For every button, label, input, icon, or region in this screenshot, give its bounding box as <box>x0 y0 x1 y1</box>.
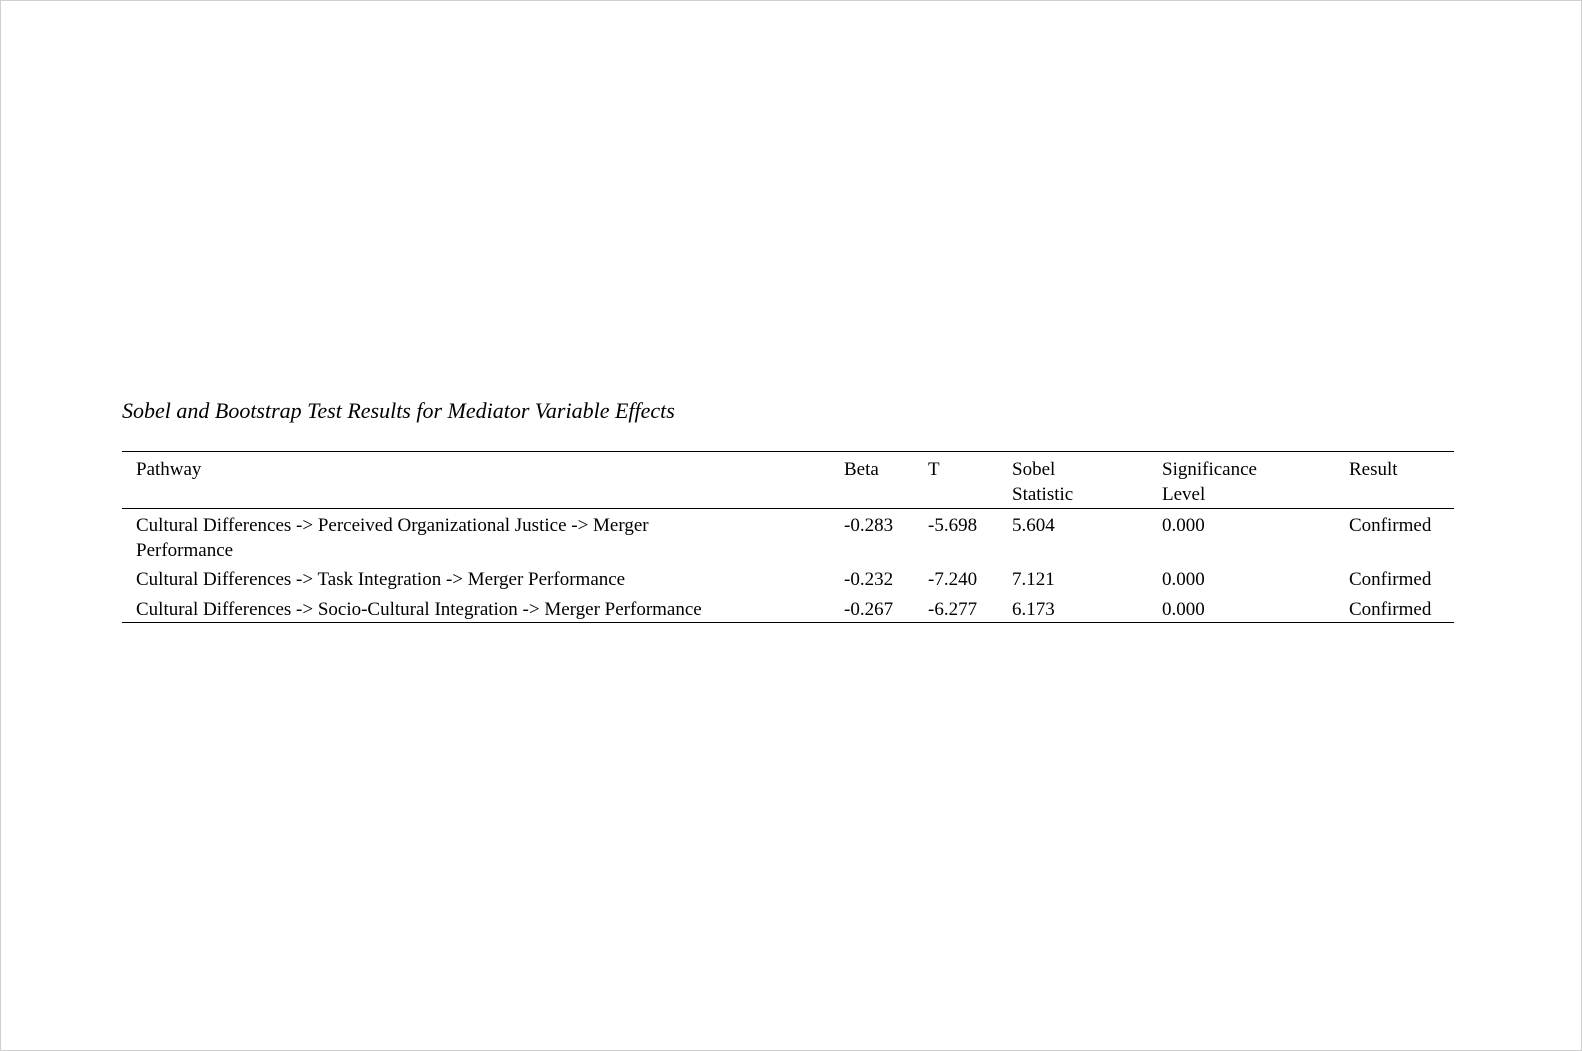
cell-significance-level: 0.000 <box>1162 515 1205 536</box>
cell-beta: -0.267 <box>844 598 894 620</box>
header-row <box>122 452 1454 509</box>
table-row <box>122 593 1454 623</box>
cell-t: -7.240 <box>928 569 978 590</box>
cell-result: Confirmed <box>1349 515 1432 536</box>
cell-sobel-statistic: 7.121 <box>1012 569 1055 590</box>
header-sobel-statistic-label: Sobel Statistic <box>1012 459 1074 505</box>
cell-result: Confirmed <box>1349 598 1432 620</box>
header-significance-level <box>1162 452 1349 509</box>
table-body <box>122 509 1454 623</box>
cell-sobel-statistic: 5.604 <box>1012 515 1055 536</box>
table-caption: Sobel and Bootstrap Test Results for Mediator Variable Effects <box>122 398 675 423</box>
header-pathway: Pathway <box>136 459 202 480</box>
cell-significance-level: 0.000 <box>1162 598 1205 620</box>
cell-pathway: Cultural Differences -> Task Integration -> Merger Performance <box>136 569 626 590</box>
header-t: T <box>928 459 940 480</box>
results-table <box>122 451 1454 623</box>
table-row <box>122 509 1454 564</box>
cell-sobel-statistic: 6.173 <box>1012 598 1055 620</box>
cell-pathway: Cultural Differences -> Socio-Cultural Integration -> Merger Performance <box>136 598 702 620</box>
cell-t: -5.698 <box>928 515 978 536</box>
header-sobel-statistic <box>1012 452 1162 509</box>
header-beta: Beta <box>844 459 879 480</box>
cell-pathway-text: Cultural Differences -> Perceived Organizational Justice -> Merger Performance <box>136 515 649 561</box>
cell-beta: -0.283 <box>844 515 894 536</box>
cell-significance-level: 0.000 <box>1162 569 1205 590</box>
table-header <box>122 452 1454 509</box>
cell-beta: -0.232 <box>844 569 894 590</box>
table-row <box>122 563 1454 593</box>
cell-t: -6.277 <box>928 598 978 620</box>
cell-pathway <box>122 509 844 564</box>
cell-result: Confirmed <box>1349 569 1432 590</box>
header-significance-level-label: Significance Level <box>1162 459 1257 505</box>
header-result: Result <box>1349 459 1398 480</box>
